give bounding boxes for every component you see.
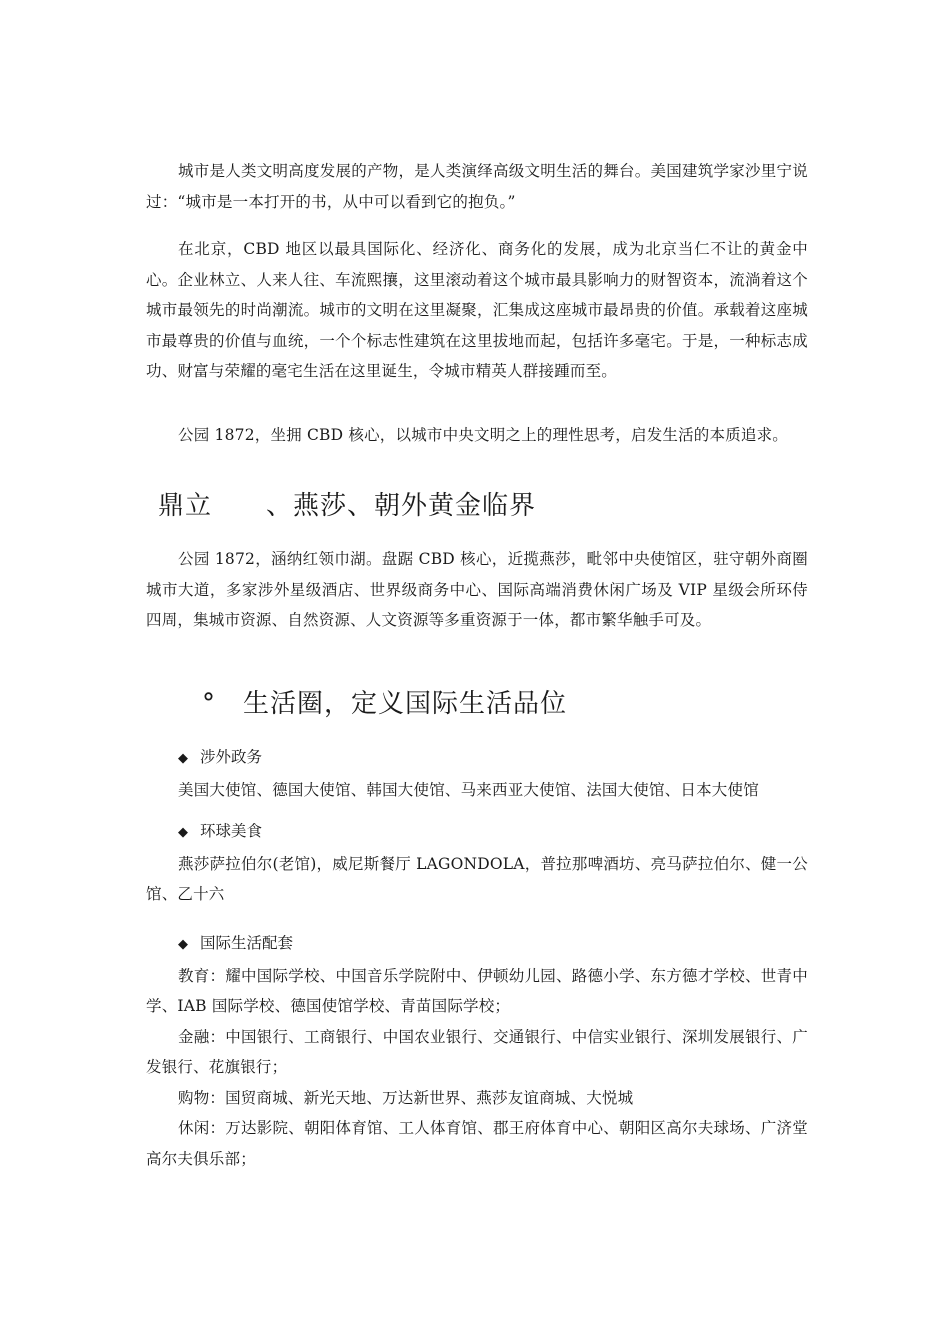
bullet-item-international-facilities [146,928,808,1174]
bullet-title: 环球美食 [200,822,263,840]
bullet-content-line: 美国大使馆、德国大使馆、韩国大使馆、马来西亚大使馆、法国大使馆、日本大使馆 [178,780,759,799]
bullet-item-foreign-affairs [146,742,808,805]
intro-paragraph-2: 在北京，CBD 地区以最具国际化、经济化、商务化的发展，成为北京当仁不让的黄金中心。企业林立、人来人往、车流熙攘，这里滚动着这个城市最具影响力的财智资本，流淌着这个城市最领先的时尚潮流。城市的文明在这里凝聚，汇集成这座城市最昂贵的价值。承载着这座城市最尊贵的价值与血统，一个个标志性建筑在这里拔地而起，包括许多毫宅。于是，一种标志成功、财富与荣耀的毫宅生活在这里诞生，令城市精英人群接踵而至。 [146,240,808,380]
bullet-item-global-cuisine [146,816,808,910]
bullet-title: 涉外政务 [200,748,263,766]
diamond-bullet-icon: ◆ [178,937,188,952]
facility-finance: 金融：中国银行、工商银行、中国农业银行、交通银行、中信实业银行、深圳发展银行、广发银行、花旗银行； [146,1027,808,1076]
bullet-content-line: 燕莎萨拉伯尔(老馆)，威尼斯餐厅 LAGONDOLA，普拉那啤酒坊、亮马萨拉伯尔、健一公馆、乙十六 [146,854,808,903]
intro-paragraph-3: 公园 1872，坐拥 CBD 核心，以城市中央文明之上的理性思考，启发生活的本质追求。 [178,426,789,444]
facility-education: 教育：耀中国际学校、中国音乐学院附中、伊顿幼儿园、路德小学、东方德才学校、世青中学、IAB 国际学校、德国使馆学校、青苗国际学校； [146,966,808,1015]
intro-paragraph-1: 城市是人类文明高度发展的产物，是人类演绎高级文明生活的舞台。美国建筑学家沙里宁说过：“城市是一本打开的书，从中可以看到它的抱负。” [146,162,808,211]
diamond-bullet-icon: ◆ [178,825,188,840]
bullet-title: 国际生活配套 [200,934,294,952]
facility-leisure: 休闲：万达影院、朝阳体育馆、工人体育馆、郡王府体育中心、朝阳区高尔夫球场、广济堂高尔夫俱乐部； [146,1119,808,1168]
facility-shopping: 购物：国贸商城、新光天地、万达新世界、燕莎友谊商城、大悦城 [178,1088,634,1107]
section-heading-1: 鼎立 、燕莎、朝外黄金临界 [158,491,537,521]
diamond-bullet-icon: ◆ [178,751,188,766]
section-heading-2: ° 生活圈，定义国际生活品位 [202,689,568,719]
section1-paragraph: 公园 1872，涵纳红领巾湖。盘踞 CBD 核心，近揽燕莎，毗邻中央使馆区，驻守朝外商圈城市大道，多家涉外星级酒店、世界级商务中心、国际高端消费休闲广场及 VIP 星级会所环侍四周，集城市资源、自然资源、人文资源等多重资源于一体，都市繁华触手可及。 [146,550,808,629]
